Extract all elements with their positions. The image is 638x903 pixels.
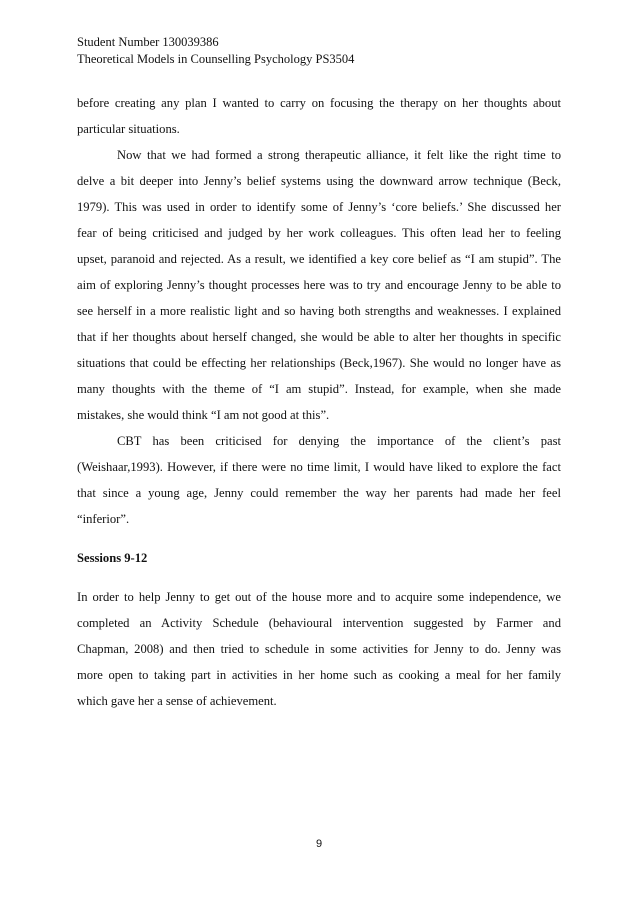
text-line: many thoughts with the theme of “I am stupid”. Instead, for example, when she made <box>77 382 561 396</box>
text-line: that since a young age, Jenny could remember the way her parents had made her feel <box>77 486 561 500</box>
text-line: CBT has been criticised for denying the importance of the client’s past <box>117 434 561 448</box>
text-line: Chapman, 2008) and then tried to schedule in some activities for Jenny to do. Jenny was <box>77 642 561 656</box>
text-line: completed an Activity Schedule (behavioural intervention suggested by Farmer and <box>77 616 561 630</box>
text-line: see herself in a more realistic light and so having both strengths and weaknesses. I explained <box>77 304 561 318</box>
document-body <box>77 95 561 719</box>
section-gap <box>77 576 561 589</box>
page-number: 9 <box>315 838 323 850</box>
text-line: Now that we had formed a strong therapeutic alliance, it felt like the right time to <box>117 148 561 162</box>
text-line: mistakes, she would think “I am not good at this”. <box>77 408 330 422</box>
text-line: situations that could be effecting her relationships (Beck,1967). She would no longer have as <box>77 356 561 370</box>
section-gap <box>77 537 561 550</box>
text-line: before creating any plan I wanted to carry on focusing the therapy on her thoughts about <box>77 96 561 110</box>
header-module-title: Theoretical Models in Counselling Psychology PS3504 <box>77 52 355 66</box>
text-line: 1979). This was used in order to identify some of Jenny’s ‘core beliefs.’ She discussed her <box>77 200 561 214</box>
section-heading: Sessions 9-12 <box>77 551 148 565</box>
text-line: more open to taking part in activities in her home such as cooking a meal for her family <box>77 668 561 682</box>
text-line: that if her thoughts about herself changed, she would be able to alter her thoughts in specific <box>77 330 561 344</box>
text-line: fear of being criticised and judged by her work colleagues. This often lead her to feeling <box>77 226 561 240</box>
text-line: delve a bit deeper into Jenny’s belief systems using the downward arrow technique (Beck, <box>77 174 561 188</box>
text-line: upset, paranoid and rejected. As a result, we identified a key core belief as “I am stupid”. The <box>77 252 561 266</box>
text-line: which gave her a sense of achievement. <box>77 694 277 708</box>
text-line: particular situations. <box>77 122 180 136</box>
page-header <box>77 34 354 68</box>
text-line: aim of exploring Jenny’s thought processes here was to try and encourage Jenny to be able to <box>77 278 561 292</box>
text-line: In order to help Jenny to get out of the house more and to acquire some independence, we <box>77 590 561 604</box>
header-student-number: Student Number 130039386 <box>77 35 219 49</box>
text-line: (Weishaar,1993). However, if there were no time limit, I would have liked to explore the fact <box>77 460 561 474</box>
text-line: “inferior”. <box>77 512 130 526</box>
